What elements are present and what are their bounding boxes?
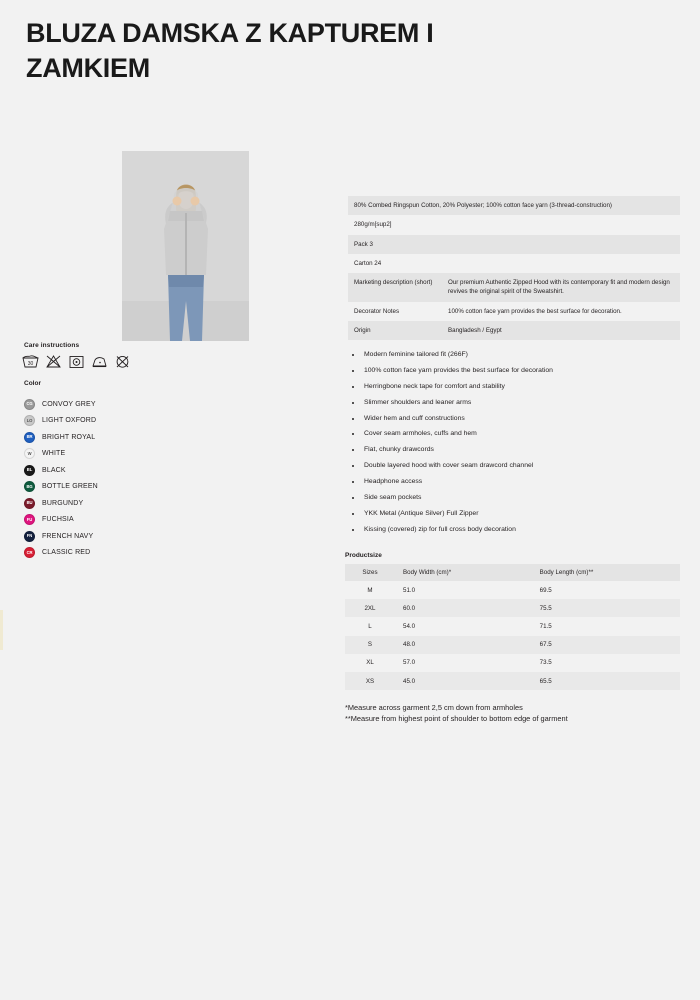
color-label: FRENCH NAVY xyxy=(42,532,94,540)
size-cell: 48.0 xyxy=(395,636,532,654)
color-swatch: CG xyxy=(24,399,35,410)
productsize-heading: Productsize xyxy=(345,552,382,559)
size-cell: 67.5 xyxy=(532,636,680,654)
color-label: WHITE xyxy=(42,450,66,458)
feature-list xyxy=(348,352,692,543)
care-instructions-heading: Care instructions xyxy=(24,342,80,349)
size-cell: 2XL xyxy=(345,599,395,617)
size-table xyxy=(345,564,680,690)
size-cell: XL xyxy=(366,659,374,667)
color-item xyxy=(24,545,194,562)
specification-table xyxy=(348,196,680,340)
spec-row xyxy=(348,302,680,321)
size-cell: 57.0 xyxy=(403,659,416,667)
spec-row xyxy=(348,215,680,234)
do-not-dryclean-icon xyxy=(114,354,131,368)
spec-row xyxy=(348,321,680,340)
color-item xyxy=(24,512,194,529)
size-cell: 45.0 xyxy=(395,672,532,690)
color-item xyxy=(24,413,194,430)
table-row xyxy=(345,654,680,672)
color-swatch: BL xyxy=(24,465,35,476)
color-swatch: BU xyxy=(24,498,35,509)
color-label: FUCHSIA xyxy=(42,516,74,524)
spec-label: Marketing description (short) xyxy=(348,273,442,302)
color-swatch: LO xyxy=(24,415,35,426)
page-title: BLUZA DAMSKA Z KAPTUREM I ZAMKIEM xyxy=(26,18,434,83)
svg-text:30: 30 xyxy=(27,361,34,367)
feature-item: • Herringbone neck tape for comfort and stability xyxy=(362,384,692,391)
size-table-header-row xyxy=(345,564,680,581)
size-cell: XS xyxy=(345,672,395,690)
size-cell: 75.5 xyxy=(532,599,680,617)
table-row xyxy=(345,672,680,690)
color-label: LIGHT OXFORD xyxy=(42,417,97,425)
color-swatch: FU xyxy=(24,514,35,525)
size-cell: 51.0 xyxy=(403,586,416,594)
feature-item: • Slimmer shoulders and leaner arms xyxy=(362,400,692,407)
color-item xyxy=(24,462,194,479)
tumble-dry-icon xyxy=(68,354,85,368)
feature-item: • Side seam pockets xyxy=(362,495,692,502)
size-cell: M xyxy=(367,586,373,594)
size-cell: 54.0 xyxy=(403,622,416,630)
color-item xyxy=(24,429,194,446)
color-item xyxy=(24,446,194,463)
spec-value: Bangladesh / Egypt xyxy=(442,321,680,340)
spec-row xyxy=(348,254,680,273)
color-label: BRIGHT ROYAL xyxy=(42,433,96,441)
color-item xyxy=(24,528,194,545)
table-row xyxy=(345,581,680,599)
feature-item: • Wider hem and cuff constructions xyxy=(362,416,692,423)
color-item xyxy=(24,479,194,496)
color-heading: Color xyxy=(24,380,41,387)
size-note-1: *Measure across garment 2,5 cm down from armholes xyxy=(345,703,523,712)
color-label: CONVOY GREY xyxy=(42,400,96,408)
spec-row xyxy=(348,196,680,215)
size-cell: L xyxy=(368,622,372,630)
feature-item: • Kissing (covered) zip for full cross body decoration xyxy=(362,527,692,534)
feature-item: • Cover seam armholes, cuffs and hem xyxy=(362,431,692,438)
wash-tub-30-icon xyxy=(22,354,39,368)
color-item xyxy=(24,396,194,413)
size-note-2: **Measure from highest point of shoulder to bottom edge of garment xyxy=(345,713,568,723)
do-not-bleach-icon xyxy=(45,354,62,368)
color-swatch: BR xyxy=(24,432,35,443)
feature-item: • 100% cotton face yarn provides the best surface for decoration xyxy=(362,368,692,375)
feature-item: • Double layered hood with cover seam drawcord channel xyxy=(362,463,692,470)
color-item xyxy=(24,495,194,512)
spec-value: 280g/m[sup2] xyxy=(354,221,392,229)
size-cell: 65.5 xyxy=(532,672,680,690)
spec-value: 80% Combed Ringspun Cotton, 20% Polyester; 100% cotton face yarn (3-thread-construction) xyxy=(348,196,680,215)
spec-row xyxy=(348,273,680,302)
size-notes xyxy=(345,703,568,724)
color-swatch: BG xyxy=(24,481,35,492)
page-edge-mark xyxy=(0,610,3,650)
spec-row xyxy=(348,235,680,254)
spec-value: Pack 3 xyxy=(348,235,680,254)
color-label: CLASSIC RED xyxy=(42,549,91,557)
table-row xyxy=(345,617,680,635)
care-instructions-icons xyxy=(22,354,131,368)
spec-label: Origin xyxy=(348,321,442,340)
model-illustration xyxy=(122,151,249,341)
size-cell: 73.5 xyxy=(539,659,552,667)
spec-label: Decorator Notes xyxy=(354,307,400,315)
feature-item: • Flat, chunky drawcords xyxy=(362,447,692,454)
spec-value: Carton 24 xyxy=(354,259,382,267)
color-swatch: FN xyxy=(24,531,35,542)
color-label: BOTTLE GREEN xyxy=(42,483,98,491)
spec-value: 100% cotton face yarn provides the best surface for decoration. xyxy=(448,307,622,315)
table-row xyxy=(345,599,680,617)
spec-value: Our premium Authentic Zipped Hood with its contemporary fit and modern design revives the original spirit of the Sweatshirt. xyxy=(442,273,680,302)
color-swatch: W xyxy=(24,448,35,459)
size-col-body-width: Body Width (cm)* xyxy=(395,564,532,581)
color-label: BURGUNDY xyxy=(42,499,84,507)
product-photo xyxy=(122,151,249,341)
feature-item: • Modern feminine tailored fit (266F) xyxy=(362,352,692,359)
size-cell: 60.0 xyxy=(395,599,532,617)
size-cell: S xyxy=(345,636,395,654)
table-row xyxy=(345,636,680,654)
size-cell: 69.5 xyxy=(539,586,552,594)
feature-item: • Headphone access xyxy=(362,479,692,486)
color-list xyxy=(24,396,194,561)
size-col-body-length: Body Length (cm)** xyxy=(532,564,680,581)
size-col-sizes: Sizes xyxy=(345,564,395,581)
feature-item: • YKK Metal (Antique Silver) Full Zipper xyxy=(362,511,692,518)
iron-low-icon xyxy=(91,354,108,368)
color-swatch: CR xyxy=(24,547,35,558)
size-cell: 71.5 xyxy=(539,622,552,630)
color-label: BLACK xyxy=(42,466,66,474)
